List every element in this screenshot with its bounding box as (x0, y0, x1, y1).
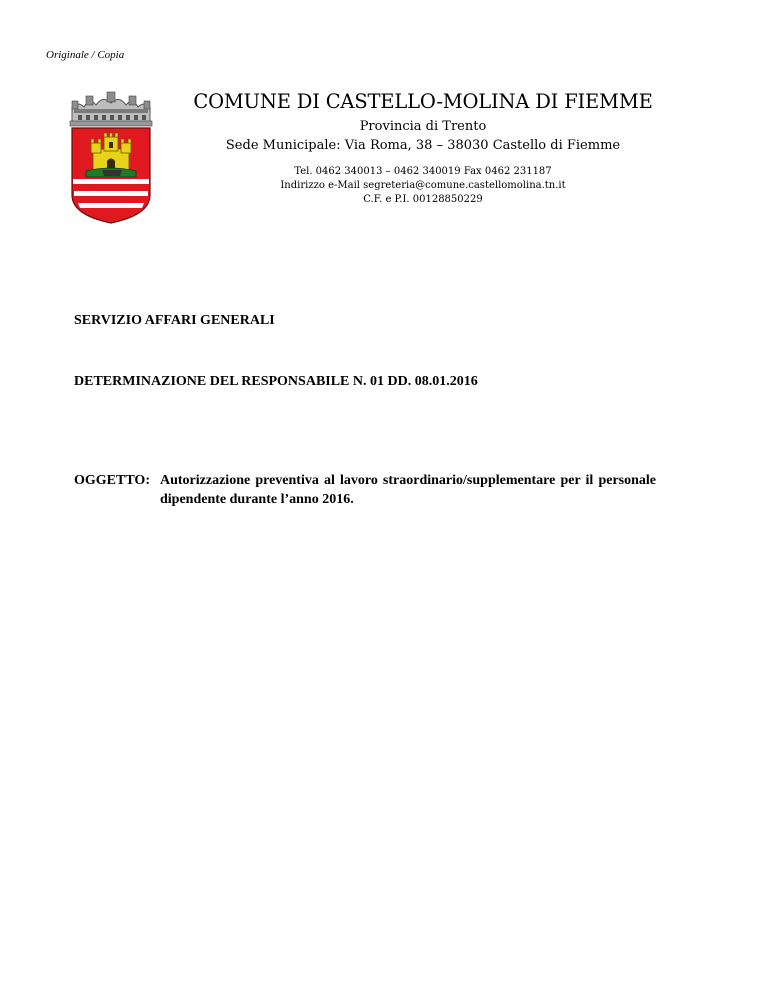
municipality-title: COMUNE DI CASTELLO-MOLINA DI FIEMME (193, 90, 653, 113)
phone-fax-line: Tel. 0462 340013 – 0462 340019 Fax 0462 231187 (294, 166, 552, 177)
subject-block (74, 471, 656, 509)
subject-text: Autorizzazione preventiva al lavoro straordinario/supplementare per il personale dipendente durante l’anno 2016. (160, 473, 656, 507)
original-copy-label: Originale / Copia (46, 49, 125, 61)
coat-of-arms-icon (66, 87, 156, 225)
crown-icon (70, 92, 152, 126)
tax-code-line: C.F. e P.I. 00128850229 (363, 194, 483, 205)
service-heading: SERVIZIO AFFARI GENERALI (74, 313, 275, 328)
address-line: Sede Municipale: Via Roma, 38 – 38030 Castello di Fiemme (225, 138, 621, 153)
contact-block (180, 165, 666, 207)
letterhead (180, 89, 666, 207)
province-line: Provincia di Trento (359, 119, 487, 134)
determination-heading: DETERMINAZIONE DEL RESPONSABILE N. 01 DD. 08.01.2016 (74, 374, 478, 389)
email-line: Indirizzo e-Mail segreteria@comune.castellomolina.tn.it (280, 180, 566, 191)
subject-label: OGGETTO: (74, 473, 150, 488)
